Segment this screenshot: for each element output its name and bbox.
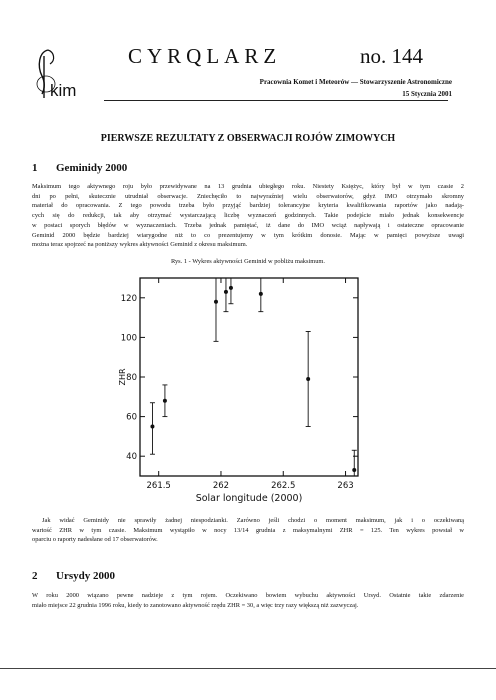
issue-date: 15 Stycznia 2001 bbox=[402, 90, 452, 98]
chart-svg bbox=[118, 268, 380, 506]
kim-logo bbox=[34, 46, 104, 104]
y-axis-label: ZHR bbox=[118, 368, 127, 386]
y-tick-label: 80 bbox=[126, 373, 137, 383]
masthead-subtitle: Pracownia Komet i Meteorów — Stowarzyszenie Astronomiczne bbox=[259, 78, 452, 86]
plot-frame bbox=[140, 278, 358, 476]
text-line: oparciu o raporty nadesłane od 17 obserwatorów. bbox=[32, 536, 158, 544]
text-line: wartość ZHR w tym czasie. Maksimum wystąpiło w nocy 13/14 grudnia z maksymalnymi ZHR = 125. Ten wykres powstał w bbox=[32, 526, 464, 534]
text-line: dni po pełni, skutecznie utrudniał obserwacje. Zniechęciło to najwyraźniej wielu obserwatorów, gdyż IMO otrzymało skromny bbox=[32, 192, 464, 200]
data-point bbox=[352, 468, 356, 472]
kim-logo-graphic bbox=[34, 46, 104, 104]
section-2-paragraph bbox=[32, 591, 464, 610]
text-line: Jak widać Geminidy nie sprawiły żadnej niespodzianki. Zarówno jeśli chodzi o moment maksimum, jak i o oczekiwaną bbox=[42, 517, 464, 524]
x-axis-label: Solar longitude (2000) bbox=[195, 493, 303, 504]
data-point bbox=[163, 399, 167, 403]
section-1-heading bbox=[32, 162, 127, 174]
data-point bbox=[224, 290, 228, 294]
text-line: miało miejsce 22 grudnia 1996 roku, kiedy to zanotowano aktywność rzędu ZHR = 30, a więc trzy razy większą niż zazwyczaj. bbox=[32, 601, 359, 609]
data-point bbox=[259, 292, 263, 296]
x-tick-label: 261.5 bbox=[146, 481, 171, 491]
y-tick-label: 40 bbox=[126, 452, 137, 463]
section-1-paragraph bbox=[32, 182, 464, 250]
article-title: PIERWSZE REZULTATY Z OBSERWACJI ROJÓW ZIMOWYCH bbox=[100, 133, 396, 144]
text-line: cych się do redukcji, tak aby otrzymać wystarczającą liczbę wyznaczeń godzinnych. Takie podejście miało jednak konsekwencje bbox=[32, 212, 464, 220]
y-tick-label: 60 bbox=[126, 412, 137, 423]
data-point bbox=[150, 425, 154, 429]
section-1-conclusion bbox=[32, 516, 464, 545]
section-2-number: 2 bbox=[32, 570, 38, 582]
page-bottom-rule bbox=[0, 668, 496, 669]
section-2-title: Ursydy 2000 bbox=[56, 570, 115, 582]
y-tick-label: 100 bbox=[120, 333, 137, 344]
text-line: w postaci sporych błędów w wyznaczeniach. Trzeba jednak pamiętać, iż dane do IMO wciąż napływają i ostateczne opracowanie bbox=[32, 221, 464, 229]
text-line: Maksimum tego aktywnego roju było przewidywane na 13 grudnia ubiegłego roku. Niestety Księżyc, który był w tym czasie 2 bbox=[32, 183, 464, 190]
geminid-activity-chart bbox=[118, 268, 380, 506]
text-line: Geminid 2000 będzie bardziej wiarygodne niż to co prezentujemy w tym krótkim donosie. Mając w pamięci powyższe uwagi bbox=[32, 231, 464, 239]
header-divider bbox=[104, 100, 448, 101]
x-tick-label: 263 bbox=[337, 481, 354, 491]
data-point bbox=[214, 300, 218, 304]
section-1-title: Geminidy 2000 bbox=[56, 162, 128, 174]
data-point bbox=[229, 286, 233, 290]
figure-caption: Rys. 1 - Wykres aktywności Geminid w pobliżu maksimum. bbox=[170, 258, 326, 265]
section-1-number: 1 bbox=[32, 162, 38, 174]
masthead-title: CYRQLARZ bbox=[128, 44, 282, 68]
x-tick-label: 262.5 bbox=[271, 481, 296, 491]
x-tick-label: 262 bbox=[212, 481, 230, 491]
y-tick-label: 120 bbox=[120, 293, 137, 304]
issue-number: no. 144 bbox=[360, 44, 423, 68]
data-point bbox=[306, 377, 310, 381]
text-line: W roku 2000 wiązano pewne nadzieje z tym rojem. Oczekiwano bowiem wybuchu aktywności Ursyd. Ostatnie takie zdarzenie bbox=[32, 592, 464, 599]
logo-text: kim bbox=[50, 81, 77, 100]
text-line: można teraz spojrzeć na poniższy wykres aktywności Geminid z okresu maksimum. bbox=[32, 241, 248, 249]
section-2-heading bbox=[32, 570, 115, 582]
text-line: materiał do opracowania. Z tego powodu trzeba było przyjąć bardziej tolerancyjne kryteria kwalifikowania raportów jako nadają- bbox=[32, 202, 464, 210]
